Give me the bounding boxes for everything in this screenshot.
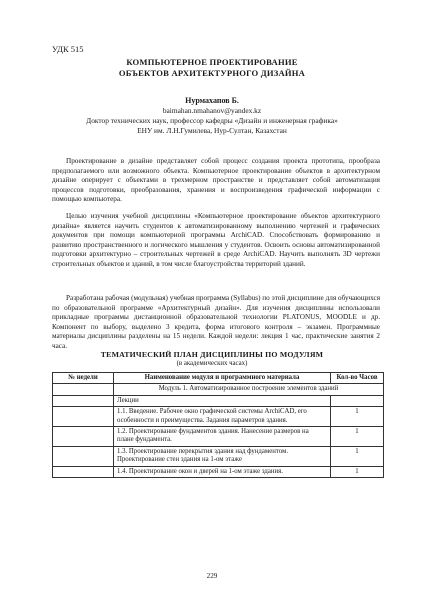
header-hours: Кол-во Часов [331,373,384,384]
row-num [53,427,114,447]
module-num-cell [53,384,114,395]
table-row [53,427,384,447]
thematic-plan-table [52,372,384,478]
row-text: 1.3. Проектирование перекрытия здания над фундаментом. Проектирование стен здания на 1-ом этаже [114,446,331,466]
author-position: Доктор технических наук, профессор кафедры «Дизайн и инженерная графика» [86,116,338,125]
row-hours: 1 [331,446,384,466]
table-row [53,407,384,427]
row-hours: 1 [331,466,384,477]
body-paragraph-1: Проектирование в дизайне представляет собой процесс создания проекта прототипа, прообраза предполагаемого или возможного объекта. Компьютерное проектирование объектов в архитектурном дизайне оперирует с объектами в трехмерном пространстве и представляет собой автоматизация процессов подготовки, преобразования, хранения и воспроизведения графической информации с помощью компьютера. [52,157,380,204]
author-name: Нурмахапов Б. [185,96,239,105]
paper-title-line-2: ОБЪЕКТОВ АРХИТЕКТУРНОГО ДИЗАЙНА [118,68,306,78]
table-row [53,466,384,477]
row-num [53,407,114,427]
module-row [53,384,384,395]
row-text: 1.1. Введение. Рабочее окно графической системы ArchiCAD, его особенности и преимущества. Задания параметров здания. [114,407,331,427]
row-hours: 1 [331,427,384,447]
body-paragraph-2: Целью изучения учебной дисциплины «Компьютерное проектирование объектов архитектурного дизайна» является научить студентов к автоматизированному выполнению чертежей и графических документов при помощи компьютерной программы ArchiCAD. Способствовать формированию и развитию пространственного и логического мышления у студентов. Освоить основы автоматизированной подготовки архитектурно – строительных чертежей в среде ArchiCAD. Научить выполнять 3D чертежи строительных объектов и зданий, в том числе благоустройства территорий зданий. [52,212,380,268]
header-module-name: Наименование модуля и программного материала [114,373,331,384]
row-text: 1.2. Проектирование фундаментов здания. Нанесение размеров на плане фундамента. [114,427,331,447]
module-title: Модуль 1. Автоматизированное построение элементов зданий [114,384,384,395]
header-week-number: № недели [53,373,114,384]
row-num [53,466,114,477]
plan-title: ТЕМАТИЧЕСКИЙ ПЛАН ДИСЦИПЛИНЫ ПО МОДУЛЯМ [100,350,324,359]
lectures-num-cell [53,395,114,406]
body-paragraph-3: Разработана рабочая (модульная) учебная программа (Syllabus) по этой дисциплине для обучающихся по образовательной программе «Архитектурный дизайн». Для изучения дисциплины использовали прикладные программы дистанционной образовательной технологии PLATONUS, MOODLE и др. Компонент по выбору, выделено 3 кредита, форма итогового контроля – экзамен. Программные материалы дисциплины разделены на 15 недели. Каждой недели: лекция 1 час, практические занятия 2 часа. [52,294,380,350]
lectures-label: Лекции [114,395,331,406]
author-organization: ЕНУ им. Л.Н.Гумилева, Нур-Султан, Казахстан [137,126,287,135]
row-num [53,446,114,466]
plan-subtitle: (в академических часах) [176,360,248,367]
table-row [53,446,384,466]
table-header-row [53,373,384,384]
author-email: baimahan.nmahanov@yandex.kz [162,106,262,115]
row-hours: 1 [331,407,384,427]
udk-code: УДК 515 [52,44,84,54]
paper-title-line-1: КОМПЬЮТЕРНОЕ ПРОЕКТИРОВАНИЕ [126,57,298,67]
page-number: 229 [206,572,218,580]
lectures-row [53,395,384,406]
row-text: 1.4. Проектирование окон и дверей на 1-ом этаже здания. [114,466,331,477]
lectures-hours-cell [331,395,384,406]
